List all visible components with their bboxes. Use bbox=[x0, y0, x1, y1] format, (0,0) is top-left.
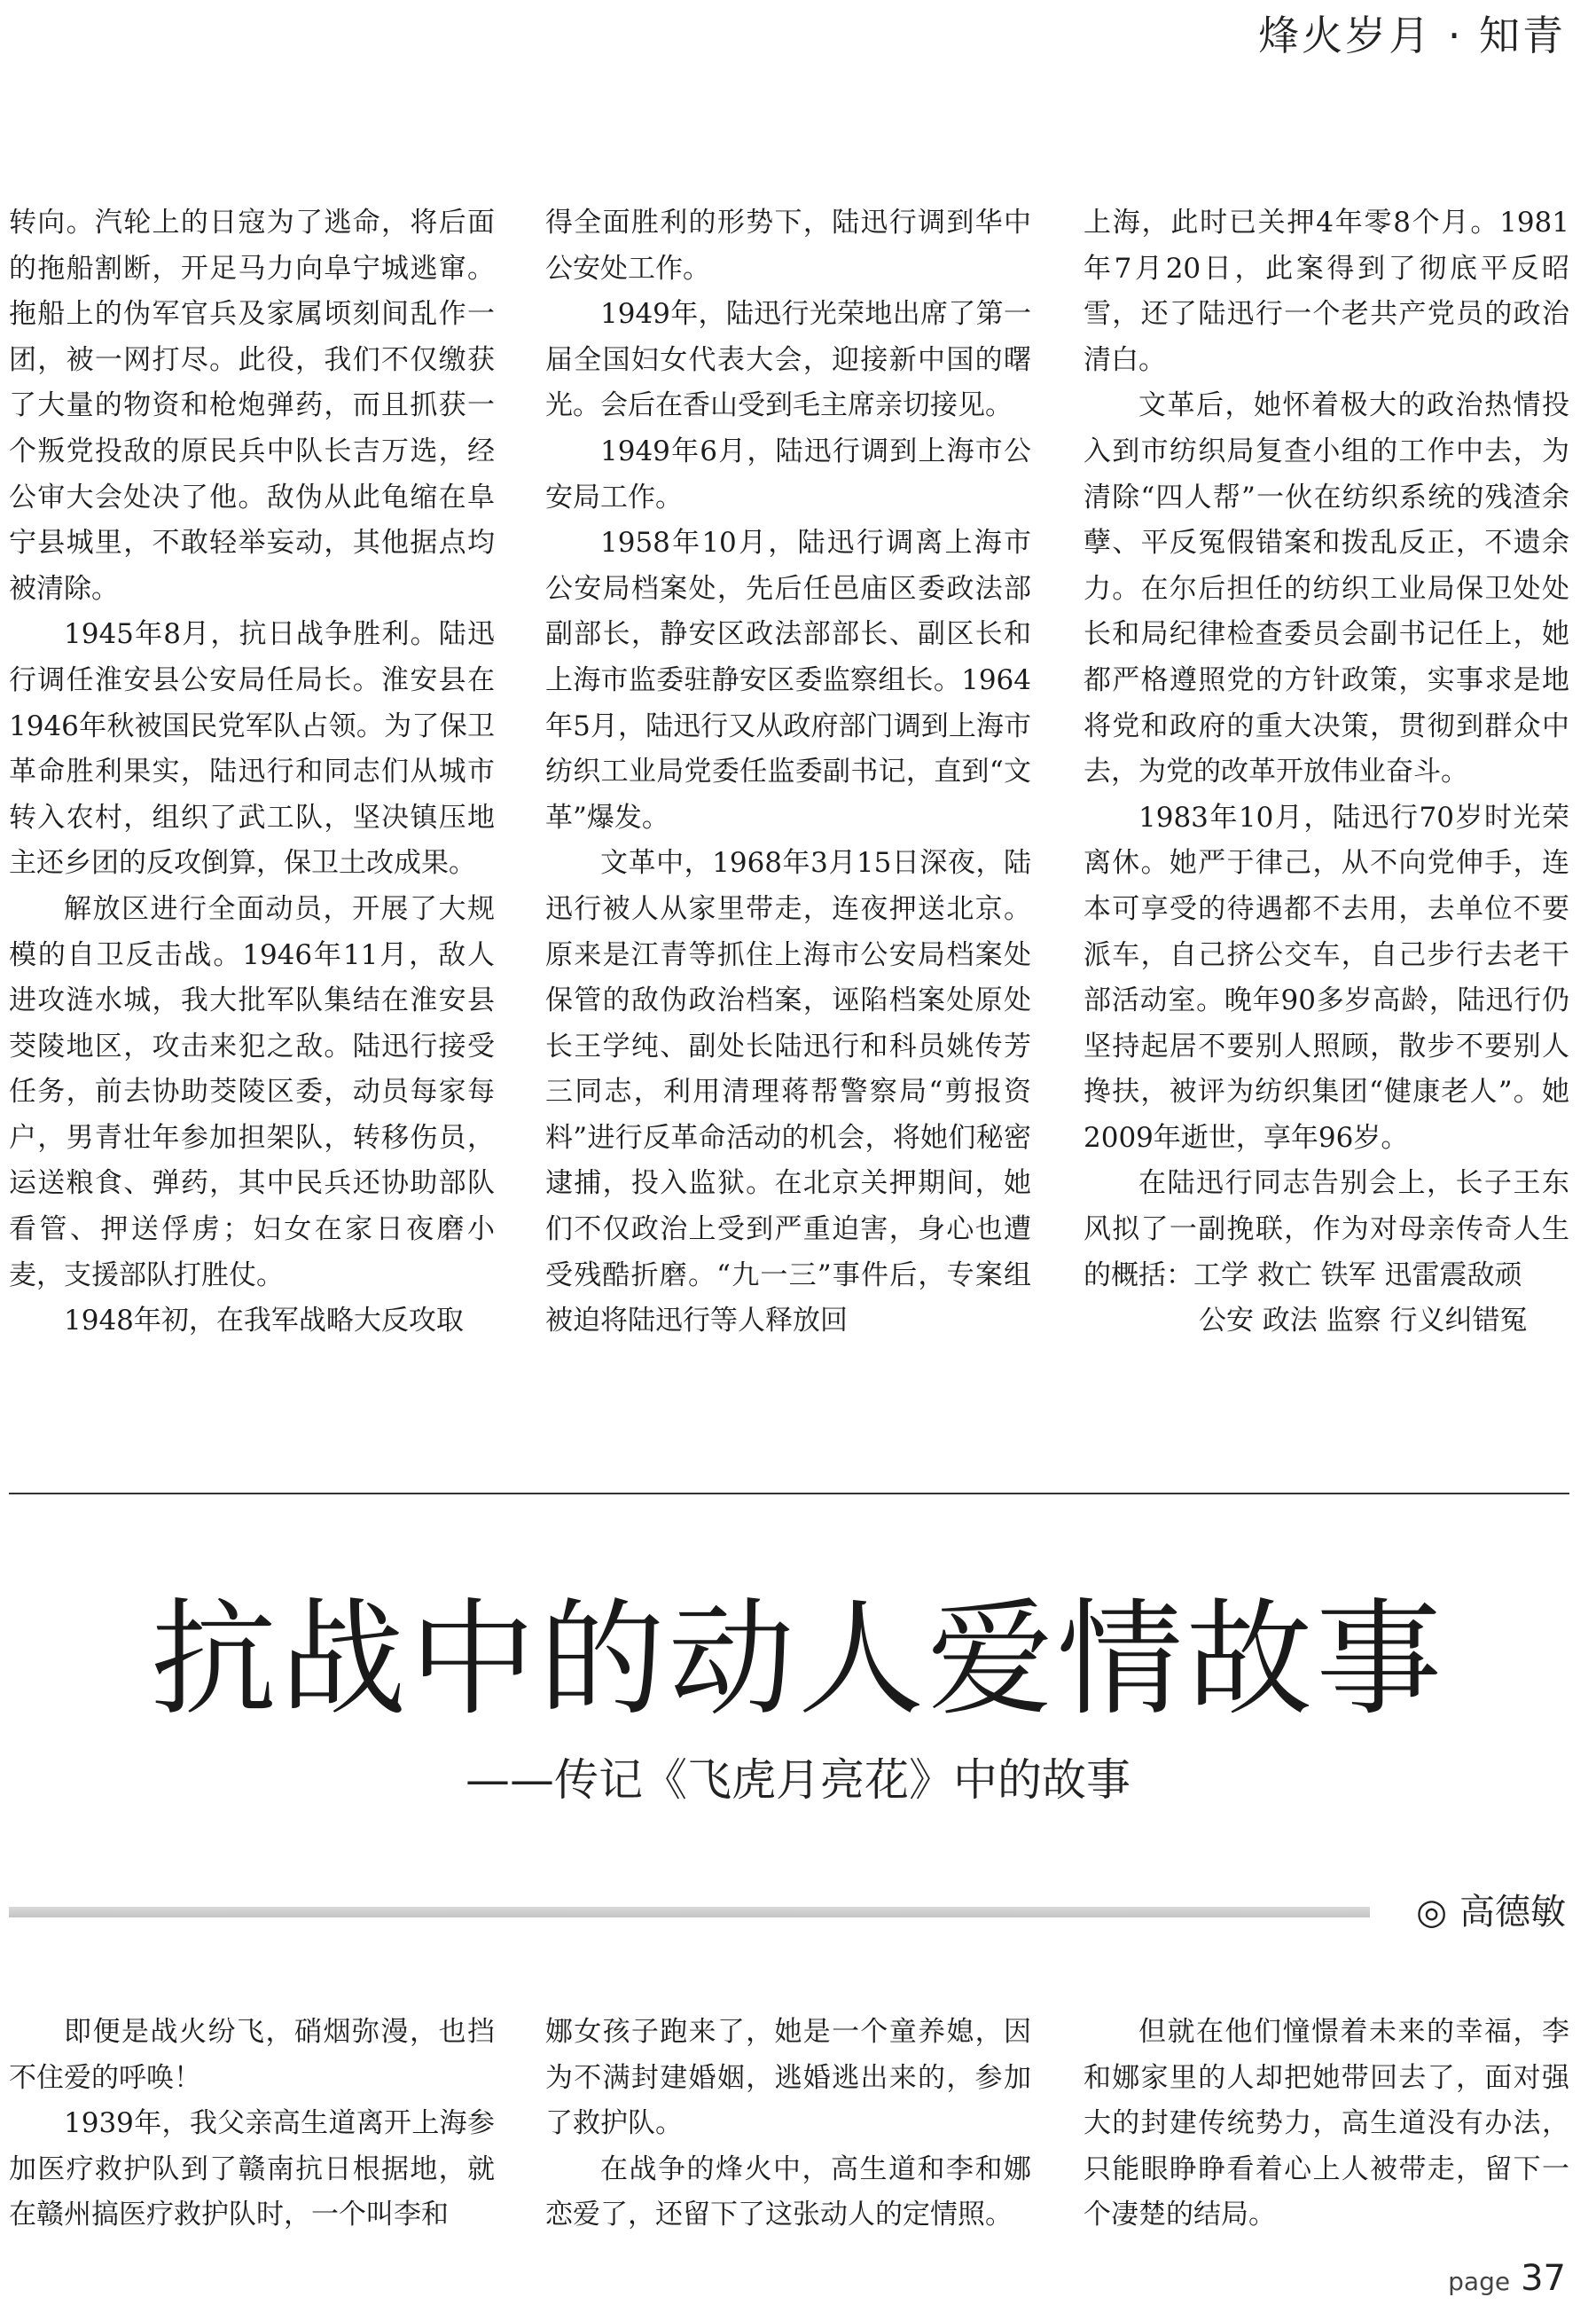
page-label: page bbox=[1448, 2267, 1511, 2296]
page-number bbox=[1448, 2258, 1566, 2299]
byline bbox=[1416, 1887, 1566, 1937]
paragraph: 即便是战火纷飞，硝烟弥漫，也挡不住爱的呼唤！ bbox=[9, 2016, 495, 2094]
paragraph: 但就在他们憧憬着未来的幸福，李和娜家里的人却把她带回去了，面对强大的封建传统势力，高生道没有办法，只能眼睁睁看着心上人被带走，留下一个凄楚的结局。 bbox=[1084, 2016, 1569, 2231]
paragraph: 文革后，她怀着极大的政治热情投入到市纺织局复查小组的工作中去，为清除“四人帮”一伙在纺织系统的残渣余孽、平反冤假错案和拨乱反正，不遗余力。在尔后担任的纺织工业局保卫处处长和局纪律检查委员会副书记任上，她都严格遵照党的方针政策，实事求是地将党和政府的重大决策，贯彻到群众中去，为党的改革开放伟业奋斗。 bbox=[1084, 389, 1569, 788]
article2-column-1 bbox=[9, 2010, 495, 2239]
couplet-line: 公安 政法 监察 行义纠错冤 bbox=[1199, 1305, 1528, 1337]
section-divider bbox=[9, 1493, 1569, 1494]
article-subtitle: ——传记《飞虎月亮花》中的故事 bbox=[466, 1754, 1130, 1806]
paragraph: 得全面胜利的形势下，陆迅行调到华中公安处工作。 bbox=[545, 207, 1031, 285]
paragraph: 在战争的烽火中，高生道和李和娜恋爱了，还留下了这张动人的定情照。 bbox=[545, 2152, 1031, 2231]
author-rule bbox=[9, 1907, 1370, 1917]
article2-column-2 bbox=[545, 2010, 1031, 2239]
paragraph: 1948年初，在我军战略大反攻取 bbox=[64, 1305, 464, 1337]
author-name: 高德敏 bbox=[1459, 1892, 1566, 1933]
section-header: 烽火岁月 · 知青 bbox=[1258, 12, 1566, 59]
paragraph: 解放区进行全面动员，开展了大规模的自卫反击战。1946年11月，敌人进攻涟水城，我大批军队集结在淮安县茭陵地区，攻击来犯之敌。陆迅行接受任务，前去协助茭陵区委，动员每家每户，男青壮年参加担架队，转移伤员，运送粮食、弹药，其中民兵还协助部队看管、押送俘虏；妇女在家日夜磨小麦，支援部队打胜仗。 bbox=[9, 892, 495, 1291]
article1-column-2 bbox=[545, 200, 1031, 1345]
paragraph: 在陆迅行同志告别会上，长子王东风拟了一副挽联，作为对母亲传奇人生的概括：工学 救亡 铁军 迅雷震敌顽 bbox=[1084, 1167, 1569, 1291]
page-number-value: 37 bbox=[1521, 2258, 1566, 2299]
article2-column-3 bbox=[1084, 2010, 1569, 2239]
paragraph: 转向。汽轮上的日寇为了逃命，将后面的拖船割断，开足马力向阜宁城逃窜。拖船上的伪军官兵及家属顷刻间乱作一团，被一网打尽。此役，我们不仅缴获了大量的物资和枪炮弹药，而且抓获一个叛党投敌的原民兵中队长吉万选，经公审大会处决了他。敌伪从此龟缩在阜宁县城里，不敢轻举妄动，其他据点均被清除。 bbox=[9, 207, 495, 605]
paragraph: 上海，此时已关押4年零8个月。1981年7月20日，此案得到了彻底平反昭雪，还了陆迅行一个老共产党员的政治清白。 bbox=[1084, 207, 1569, 376]
paragraph: 1958年10月，陆迅行调离上海市公安局档案处，先后任邑庙区委政法部副部长，静安区政法部部长、副区长和上海市监委驻静安区委监察组长。1964年5月，陆迅行又从政府部门调到上海市纺织工业局党委任监委副书记，直到“文革”爆发。 bbox=[545, 527, 1031, 834]
paragraph: 娜女孩子跑来了，她是一个童养媳，因为不满封建婚姻，逃婚逃出来的，参加了救护队。 bbox=[545, 2016, 1031, 2140]
paragraph: 1949年6月，陆迅行调到上海市公安局工作。 bbox=[545, 435, 1031, 514]
article-title: 抗战中的动人爱情故事 bbox=[151, 1587, 1445, 1733]
circle-mark-icon: ◎ bbox=[1416, 1892, 1447, 1933]
paragraph: 1945年8月，抗日战争胜利。陆迅行调任淮安县公安局任局长。淮安县在1946年秋被国民党军队占领。为了保卫革命胜利果实，陆迅行和同志们从城市转入农村，组织了武工队，坚决镇压地主还乡团的反攻倒算，保卫土改成果。 bbox=[9, 618, 495, 880]
paragraph: 1983年10月，陆迅行70岁时光荣离休。她严于律己，从不向党伸手，连本可享受的待遇都不去用，去单位不要派车，自己挤公交车，自己步行去老干部活动室。晚年90多岁高龄，陆迅行仍坚持起居不要别人照顾，散步不要别人搀扶，被评为纺织集团“健康老人”。她2009年逝世，享年96岁。 bbox=[1084, 801, 1569, 1154]
paragraph: 1939年，我父亲高生道离开上海参加医疗救护队到了赣南抗日根据地，就在赣州搞医疗救护队时，一个叫李和 bbox=[9, 2107, 495, 2231]
article1-column-3 bbox=[1084, 200, 1569, 1345]
paragraph: 1949年，陆迅行光荣地出席了第一届全国妇女代表大会，迎接新中国的曙光。会后在香山受到毛主席亲切接见。 bbox=[545, 298, 1031, 422]
article1-column-1 bbox=[9, 200, 495, 1345]
paragraph: 文革中，1968年3月15日深夜，陆迅行被人从家里带走，连夜押送北京。原来是江青等抓住上海市公安局档案处保管的敌伪政治档案，诬陷档案处原处长王学纯、副处长陆迅行和科员姚传芳三同志，利用清理蒋帮警察局“剪报资料”进行反革命活动的机会，将她们秘密逮捕，投入监狱。在北京关押期间，她们不仅政治上受到严重迫害，身心也遭受残酷折磨。“九一三”事件后，专案组被迫将陆迅行等人释放回 bbox=[545, 847, 1031, 1337]
